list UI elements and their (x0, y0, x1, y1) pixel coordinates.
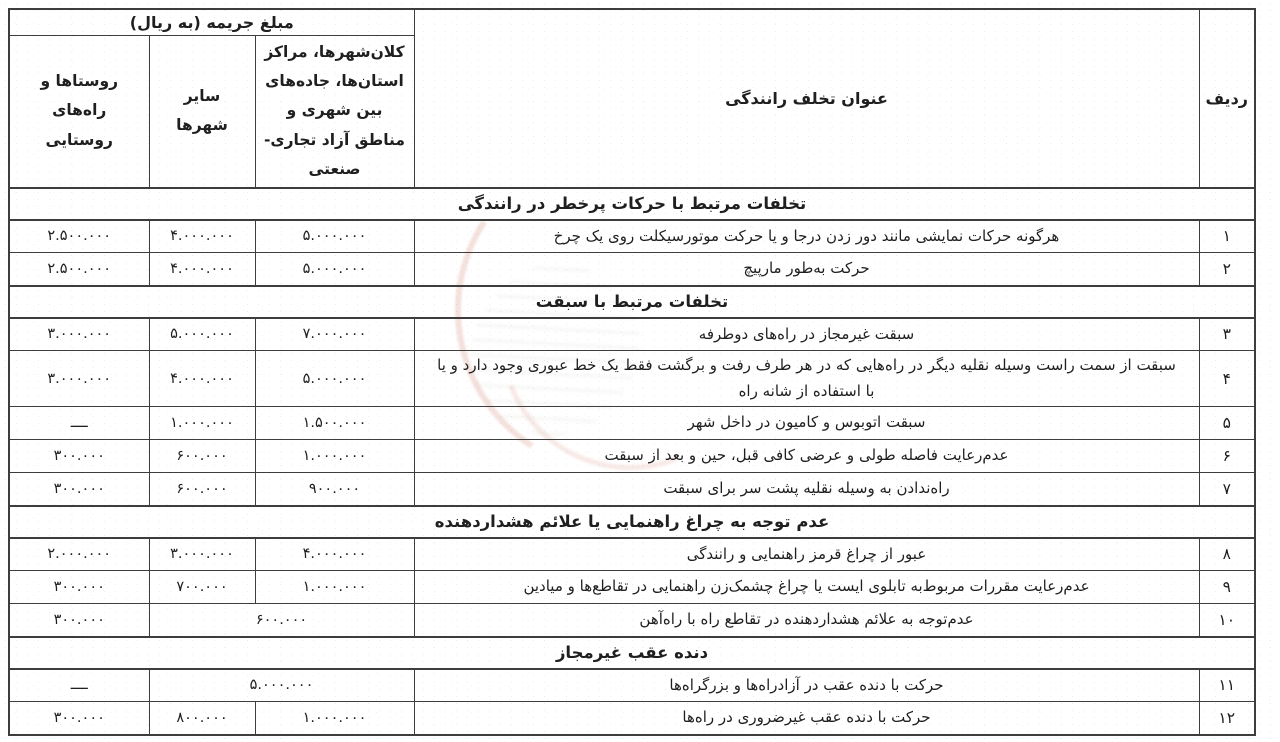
fine-rural-cell: ۳۰۰.۰۰۰ (9, 702, 149, 735)
row-number-cell: ۲ (1199, 253, 1255, 286)
section-title: عدم توجه به چراغ راهنمایی یا علائم هشداردهنده (9, 506, 1255, 538)
fine-other-cities-cell: ۵.۰۰۰.۰۰۰ (149, 318, 255, 351)
table-row (9, 253, 1255, 286)
fine-other-cities-cell: ۸۰۰.۰۰۰ (149, 702, 255, 735)
fine-metro-cell: ۱.۰۰۰.۰۰۰ (255, 702, 414, 735)
table-row (9, 538, 1255, 571)
table-row (9, 571, 1255, 604)
row-number-cell: ۱ (1199, 220, 1255, 253)
header-other-cities: سایر شهرها (149, 35, 255, 188)
row-number-cell: ۵ (1199, 407, 1255, 440)
violation-cell: حرکت به‌طور مارپیچ (414, 253, 1199, 286)
section-title: تخلفات مرتبط با سبقت (9, 286, 1255, 318)
table-body (9, 188, 1255, 735)
fine-metro-cell: ۵.۰۰۰.۰۰۰ (255, 220, 414, 253)
section-header-row (9, 286, 1255, 318)
section-title: دنده عقب غیرمجاز (9, 637, 1255, 669)
table-row (9, 702, 1255, 735)
row-number-cell: ۹ (1199, 571, 1255, 604)
header-fine-amount: مبلغ جریمه (به ریال) (9, 9, 414, 35)
violation-cell: سبقت غیرمجاز در راه‌های دوطرفه (414, 318, 1199, 351)
fine-other-cities-cell: ۱.۰۰۰.۰۰۰ (149, 407, 255, 440)
fine-rural-cell: ۳۰۰.۰۰۰ (9, 604, 149, 637)
fine-merged-cell: ۵.۰۰۰.۰۰۰ (149, 669, 414, 702)
fine-other-cities-cell: ۴.۰۰۰.۰۰۰ (149, 351, 255, 407)
row-number-cell: ۱۱ (1199, 669, 1255, 702)
fines-table (8, 8, 1256, 736)
fine-rural-cell: ۳۰۰.۰۰۰ (9, 440, 149, 473)
table-row (9, 669, 1255, 702)
table-header (9, 9, 1255, 188)
fine-rural-cell: ــــ (9, 669, 149, 702)
fine-metro-cell: ۱.۵۰۰.۰۰۰ (255, 407, 414, 440)
header-row-top (9, 9, 1255, 35)
row-number-cell: ۷ (1199, 473, 1255, 506)
table-row (9, 604, 1255, 637)
row-number-cell: ۴ (1199, 351, 1255, 407)
fine-metro-cell: ۷.۰۰۰.۰۰۰ (255, 318, 414, 351)
fine-rural-cell: ۳.۰۰۰.۰۰۰ (9, 318, 149, 351)
table-row (9, 440, 1255, 473)
violation-cell: عدم‌رعایت فاصله طولی و عرضی کافی قبل، حین و بعد از سبقت (414, 440, 1199, 473)
fine-other-cities-cell: ۴.۰۰۰.۰۰۰ (149, 253, 255, 286)
fine-other-cities-cell: ۴.۰۰۰.۰۰۰ (149, 220, 255, 253)
row-number-cell: ۸ (1199, 538, 1255, 571)
violation-cell: حرکت با دنده عقب غیرضروری در راه‌ها (414, 702, 1199, 735)
fine-metro-cell: ۵.۰۰۰.۰۰۰ (255, 253, 414, 286)
section-header-row (9, 506, 1255, 538)
violation-cell: حرکت با دنده عقب در آزادراه‌ها و بزرگراه‌ها (414, 669, 1199, 702)
fine-metro-cell: ۱.۰۰۰.۰۰۰ (255, 571, 414, 604)
fine-rural-cell: ۳.۰۰۰.۰۰۰ (9, 351, 149, 407)
header-rural: روستاها و راه‌های روستایی (9, 35, 149, 188)
table-row (9, 318, 1255, 351)
table-row (9, 407, 1255, 440)
violation-cell: هرگونه حرکات نمایشی مانند دور زدن درجا و یا حرکت موتورسیکلت روی یک چرخ (414, 220, 1199, 253)
fine-metro-cell: ۴.۰۰۰.۰۰۰ (255, 538, 414, 571)
fine-metro-cell: ۵.۰۰۰.۰۰۰ (255, 351, 414, 407)
fine-other-cities-cell: ۷۰۰.۰۰۰ (149, 571, 255, 604)
section-header-row (9, 637, 1255, 669)
violation-cell: عدم‌توجه به علائم هشداردهنده در تقاطع راه با راه‌آهن (414, 604, 1199, 637)
header-metro-areas: کلان‌شهرها، مراکز استان‌ها، جاده‌های بین شهری و مناطق آزاد تجاری-صنعتی (255, 35, 414, 188)
violation-cell: عبور از چراغ قرمز راهنمایی و رانندگی (414, 538, 1199, 571)
fine-metro-cell: ۱.۰۰۰.۰۰۰ (255, 440, 414, 473)
fine-rural-cell: ــــ (9, 407, 149, 440)
section-title: تخلفات مرتبط با حرکات پرخطر در رانندگی (9, 188, 1255, 220)
fine-rural-cell: ۲.۵۰۰.۰۰۰ (9, 253, 149, 286)
violation-cell: سبقت از سمت راست وسیله نقلیه دیگر در راه‌هایی که در هر طرف رفت و برگشت فقط یک خط عبوری وجود دارد و یا با استفاده از شانه راه (414, 351, 1199, 407)
violation-cell: سبقت اتوبوس و کامیون در داخل شهر (414, 407, 1199, 440)
table-row (9, 220, 1255, 253)
header-row-number: ردیف (1199, 9, 1255, 188)
section-header-row (9, 188, 1255, 220)
fine-metro-cell: ۹۰۰.۰۰۰ (255, 473, 414, 506)
fine-rural-cell: ۳۰۰.۰۰۰ (9, 473, 149, 506)
violation-cell: راه‌ندادن به وسیله نقلیه پشت سر برای سبقت (414, 473, 1199, 506)
fine-other-cities-cell: ۶۰۰.۰۰۰ (149, 473, 255, 506)
fine-rural-cell: ۳۰۰.۰۰۰ (9, 571, 149, 604)
fine-rural-cell: ۲.۵۰۰.۰۰۰ (9, 220, 149, 253)
fine-merged-cell: ۶۰۰.۰۰۰ (149, 604, 414, 637)
row-number-cell: ۶ (1199, 440, 1255, 473)
fine-other-cities-cell: ۶۰۰.۰۰۰ (149, 440, 255, 473)
table-row (9, 351, 1255, 407)
row-number-cell: ۳ (1199, 318, 1255, 351)
row-number-cell: ۱۲ (1199, 702, 1255, 735)
header-violation-title: عنوان تخلف رانندگی (414, 9, 1199, 188)
violation-cell: عدم‌رعایت مقررات مربوط‌به تابلوی ایست یا چراغ چشمک‌زن راهنمایی در تقاطع‌ها و میادین (414, 571, 1199, 604)
row-number-cell: ۱۰ (1199, 604, 1255, 637)
fine-rural-cell: ۲.۰۰۰.۰۰۰ (9, 538, 149, 571)
table-row (9, 473, 1255, 506)
fine-other-cities-cell: ۳.۰۰۰.۰۰۰ (149, 538, 255, 571)
